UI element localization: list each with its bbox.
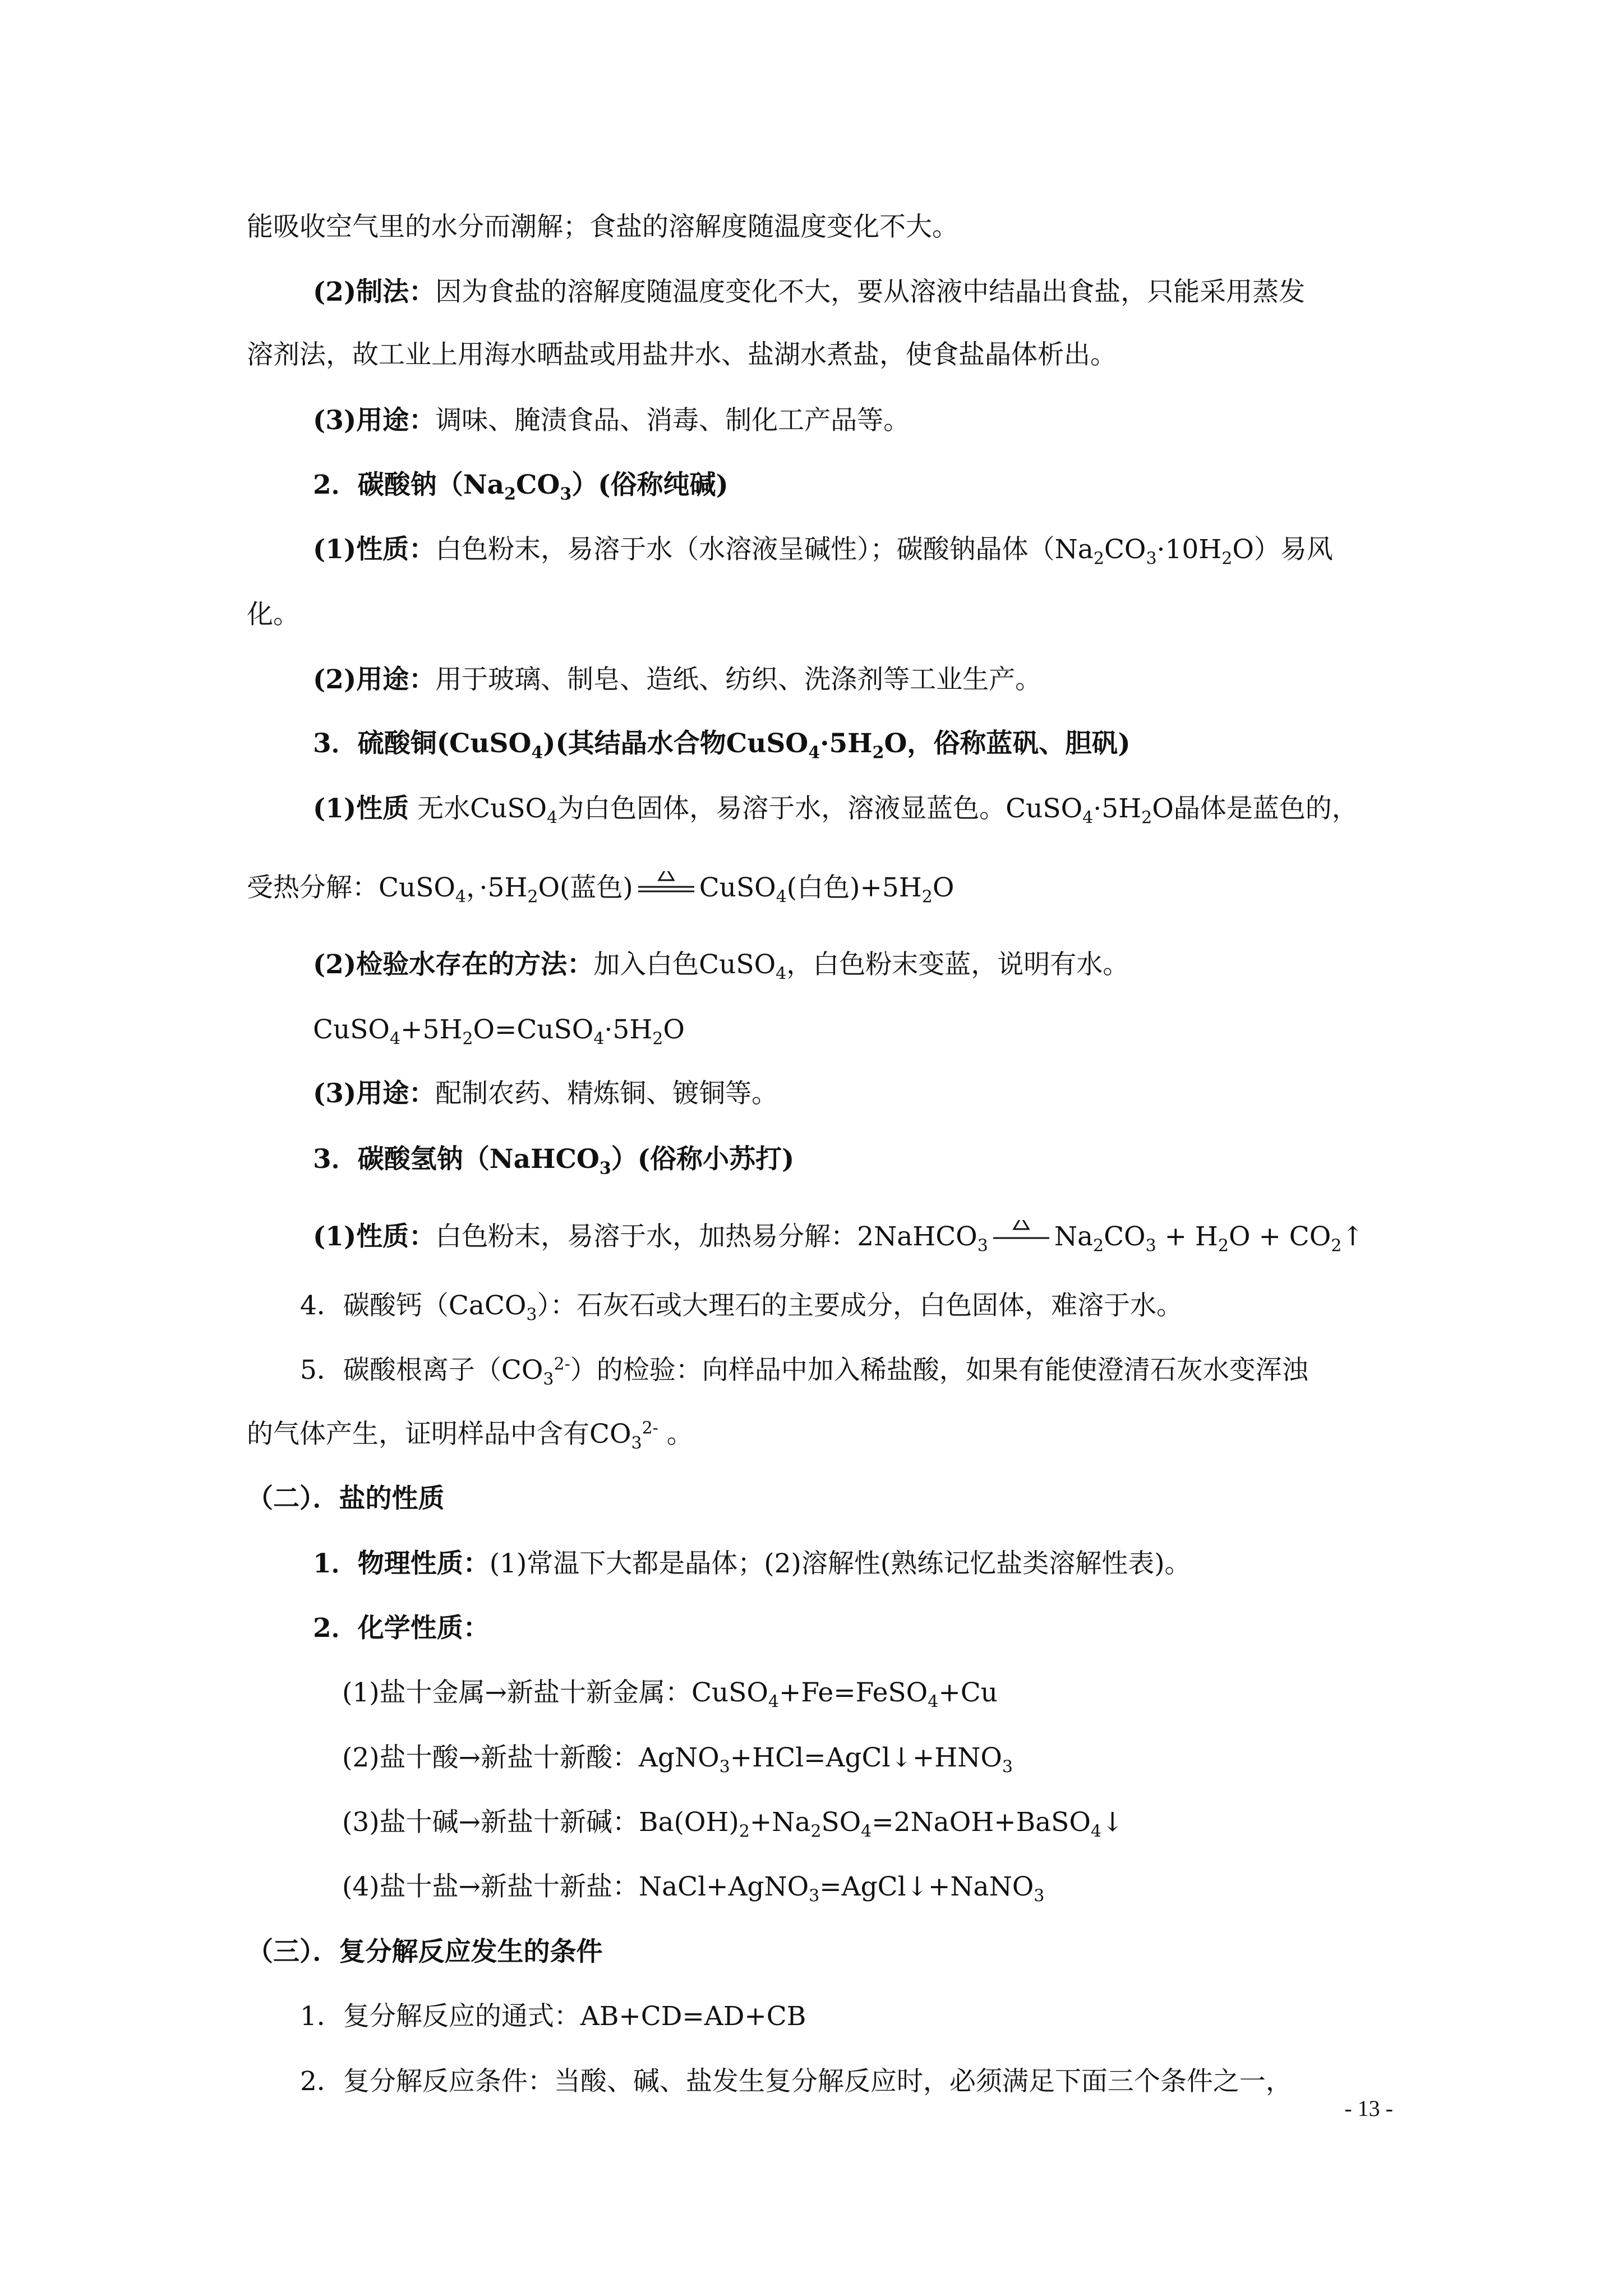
- paragraph-line: [300, 1354, 1308, 1387]
- section-heading: [313, 1143, 795, 1179]
- text: 调味、腌渍食品、消毒、制化工产品等。: [435, 405, 910, 436]
- subscript: 2: [739, 1821, 750, 1842]
- subheading: (2)制法：: [313, 277, 436, 307]
- text: )(其结晶水合物CuSO: [543, 728, 809, 759]
- text: + H: [1156, 1221, 1218, 1252]
- text: CO: [516, 470, 560, 500]
- text: 能吸收空气里的水分而潮解；食盐的溶解度随温度变化不大。: [247, 211, 958, 242]
- text: ，·5H: [466, 872, 528, 903]
- text: (2)盐十酸→新盐十新酸：AgNO: [342, 1742, 720, 1773]
- subscript: 4: [808, 743, 820, 763]
- text: 2．化学性质：: [313, 1613, 490, 1644]
- text: =2NaOH+BaSO: [872, 1807, 1091, 1838]
- subheading: (2)检验水存在的方法：: [313, 949, 594, 980]
- section-heading: [247, 1482, 445, 1516]
- paragraph-line: [313, 1547, 1191, 1581]
- subscript: 4: [768, 1692, 780, 1712]
- subscript: 2: [652, 1029, 663, 1049]
- subscript: 3: [560, 484, 572, 504]
- equation-line: [342, 1741, 1013, 1775]
- equation-line: [342, 1806, 1124, 1842]
- text: ·10H: [1156, 534, 1222, 565]
- subscript: 2: [1093, 549, 1104, 569]
- paragraph-line: [300, 2065, 1292, 2099]
- text: 的气体产生，证明样品中含有CO: [247, 1419, 631, 1450]
- subscript: 2: [1331, 1236, 1342, 1256]
- subheading: (3)用途：: [313, 1078, 436, 1109]
- text: (白色)+5H: [786, 872, 922, 903]
- subscript: 3: [599, 1158, 611, 1179]
- text: SO: [821, 1807, 861, 1838]
- subscript: 4: [455, 887, 467, 907]
- text: Na: [1054, 1221, 1093, 1252]
- subheading: (2)用途：: [313, 664, 436, 695]
- text: ↑: [1341, 1221, 1364, 1252]
- text: CuSO: [699, 872, 776, 903]
- subscript: 3: [719, 1757, 730, 1777]
- section-heading: [313, 727, 1131, 761]
- text: 3．硫酸铜(CuSO: [313, 728, 532, 759]
- subscript: 3: [1146, 549, 1157, 569]
- subscript: 2: [921, 887, 933, 907]
- paragraph-line: [313, 792, 1358, 826]
- text: CuSO: [313, 1014, 390, 1045]
- paragraph-line: [247, 598, 299, 632]
- subscript: 3: [1034, 1886, 1045, 1906]
- subscript: 2: [1218, 1236, 1229, 1256]
- text: 4．碳酸钙（CaCO: [300, 1290, 527, 1321]
- text: (3)盐十碱→新盐十新碱：Ba(OH): [342, 1807, 739, 1838]
- subheading: (1)性质：: [313, 1221, 436, 1252]
- subscript: 3: [1145, 1236, 1156, 1256]
- subscript: 2: [872, 743, 884, 763]
- superscript: 2-: [642, 1418, 658, 1438]
- subscript: 4: [776, 887, 787, 907]
- text: (1)盐十金属→新盐十新金属：CuSO: [342, 1677, 768, 1708]
- section-heading: [247, 1935, 603, 1969]
- text: ）(俗称纯碱): [571, 470, 728, 500]
- text: 为白色固体，易溶于水，溶液显蓝色。CuSO: [557, 793, 1083, 824]
- subscript: 3: [809, 1886, 820, 1906]
- paragraph-line: [313, 275, 1305, 309]
- subheading: (1)性质: [313, 793, 409, 824]
- text: CO: [1104, 534, 1146, 565]
- subscript: 4: [593, 1029, 605, 1049]
- text: 因为食盐的溶解度随温度变化不大，要从溶液中结晶出食盐，只能采用蒸发: [435, 277, 1306, 307]
- superscript: 2-: [554, 1354, 570, 1374]
- paragraph-line: [313, 948, 1129, 982]
- text: O）易风: [1232, 534, 1333, 565]
- text: 配制农药、精炼铜、镀铜等。: [435, 1078, 778, 1109]
- text: ）：石灰石或大理石的主要成分，白色固体，难溶于水。: [537, 1290, 1183, 1321]
- text: O: [932, 872, 955, 903]
- text: 受热分解：CuSO: [247, 872, 455, 903]
- text: +Cu: [938, 1677, 998, 1708]
- subscript: 2: [1092, 1236, 1104, 1256]
- text: ↓: [1101, 1807, 1124, 1838]
- paragraph-line: [300, 1289, 1183, 1323]
- text: +5H: [400, 1014, 463, 1045]
- equation-line: [342, 1676, 998, 1710]
- text: 1．复分解反应的通式：AB+CD=AD+CB: [300, 2001, 806, 2032]
- text: 3．碳酸氢钠（NaHCO: [313, 1144, 600, 1175]
- equation-line: [247, 871, 954, 905]
- text: O: [663, 1014, 685, 1045]
- text: ）(俗称小苏打): [611, 1144, 795, 1175]
- heat-reaction-sign-icon: [990, 1220, 1052, 1254]
- text: ·5H: [1093, 793, 1142, 824]
- paragraph-line: [247, 210, 958, 244]
- paragraph-line: [313, 533, 1333, 567]
- equation-line: [313, 1220, 1364, 1254]
- text: +Fe=FeSO: [779, 1677, 928, 1708]
- text: +Na: [749, 1807, 811, 1838]
- subscript: 2: [1221, 549, 1233, 569]
- text: ·5H: [820, 728, 873, 759]
- text: (4)盐十盐→新盐十新盐：NaCl+AgNO: [342, 1871, 809, 1902]
- text: 加入白色CuSO: [593, 949, 776, 980]
- subscript: 4: [1082, 808, 1094, 828]
- subscript: 2: [1141, 808, 1152, 828]
- text: 白色粉末，易溶于水（水溶液呈碱性）；碳酸钠晶体（Na: [435, 534, 1094, 565]
- section-heading: [313, 468, 728, 502]
- text: 。: [658, 1419, 693, 1450]
- subscript: 3: [526, 1305, 537, 1325]
- text: (1)常温下大都是晶体；(2)溶解性(熟练记忆盐类溶解性表)。: [489, 1548, 1191, 1579]
- text: O(蓝色): [538, 872, 633, 903]
- heat-reaction-sign-icon: [635, 871, 697, 905]
- subscript: 3: [543, 1369, 554, 1389]
- paragraph-line: [247, 338, 1117, 372]
- paragraph-line: [247, 1418, 693, 1451]
- text: 2．复分解反应条件：当酸、碱、盐发生复分解反应时，必须满足下面三个条件之一，: [300, 2066, 1292, 2097]
- text: ·5H: [604, 1014, 653, 1045]
- subscript: 4: [1090, 1821, 1101, 1842]
- text: O=CuSO: [473, 1014, 594, 1045]
- text: +HCl=AgCl↓+HNO: [730, 1742, 1002, 1773]
- subheading: 1．物理性质：: [313, 1548, 490, 1579]
- paragraph-line: [313, 663, 1041, 697]
- section-heading: [313, 1612, 490, 1645]
- subheading: (1)性质：: [313, 534, 436, 565]
- subscript: 2: [504, 484, 516, 504]
- text: 溶剂法，故工业上用海水晒盐或用盐井水、盐湖水煮盐，使食盐晶体析出。: [247, 339, 1117, 370]
- equation-line: [313, 1013, 685, 1047]
- subscript: 2: [527, 887, 538, 907]
- subscript: 4: [547, 808, 558, 828]
- text: ，白色粉末变蓝，说明有水。: [786, 949, 1129, 980]
- subscript: 2: [810, 1821, 822, 1842]
- text: O + CO: [1229, 1221, 1331, 1252]
- text: =AgCl↓+NaNO: [819, 1871, 1034, 1902]
- text: 无水CuSO: [409, 793, 547, 824]
- subheading: (3)用途：: [313, 405, 436, 436]
- subscript: 3: [1002, 1757, 1013, 1777]
- subscript: 4: [389, 1029, 401, 1049]
- text: 白色粉末，易溶于水，加热易分解：2NaHCO: [435, 1221, 978, 1252]
- equation-line: [342, 1870, 1044, 1904]
- page-number: - 13 -: [1344, 2096, 1393, 2121]
- text: 2．碳酸钠（Na: [313, 470, 505, 500]
- text: 用于玻璃、制皂、造纸、纺织、洗涤剂等工业生产。: [435, 664, 1042, 695]
- subscript: 3: [631, 1433, 642, 1453]
- subscript: 4: [861, 1821, 872, 1842]
- text: O晶体是蓝色的，: [1152, 793, 1358, 824]
- subscript: 4: [531, 743, 543, 763]
- paragraph-line: [300, 2000, 806, 2033]
- text: （三）．复分解反应发生的条件: [247, 1936, 603, 1967]
- subscript: 3: [977, 1236, 988, 1256]
- text: ）的检验：向样品中加入稀盐酸，如果有能使澄清石灰水变浑浊: [570, 1355, 1308, 1386]
- paragraph-line: [313, 1077, 778, 1111]
- text: 化。: [247, 599, 299, 630]
- subscript: 4: [928, 1692, 939, 1712]
- text: （二）．盐的性质: [247, 1483, 445, 1514]
- paragraph-line: [313, 404, 910, 438]
- text: 5．碳酸根离子（CO: [300, 1355, 543, 1386]
- subscript: 4: [776, 964, 787, 984]
- text: CO: [1104, 1221, 1146, 1252]
- subscript: 2: [462, 1029, 473, 1049]
- text: O，俗称蓝矾、胆矾): [884, 728, 1131, 759]
